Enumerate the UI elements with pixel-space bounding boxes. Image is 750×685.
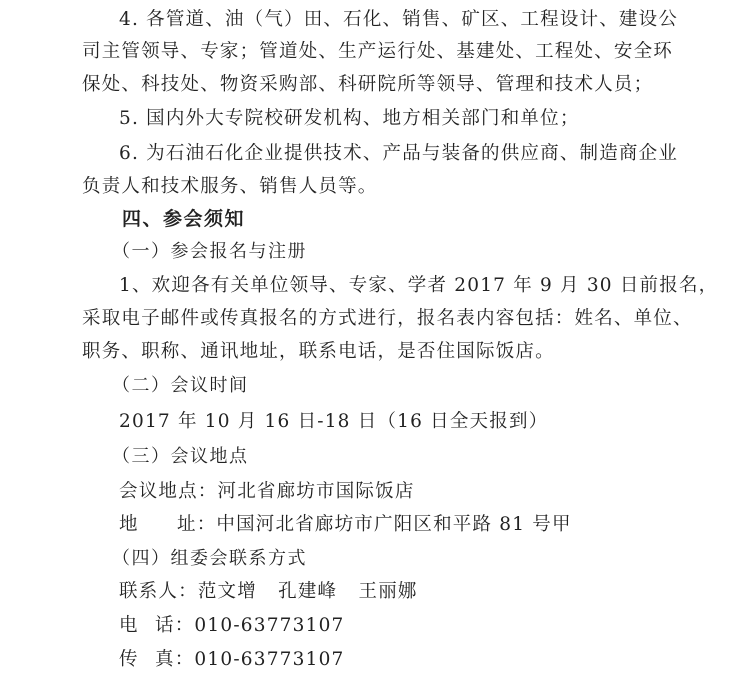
item5-line: 5. 国内外大专院校研发机构、地方相关部门和单位； (119, 108, 580, 129)
location-heading: （三）会议地点 (112, 446, 249, 467)
venue-line (119, 480, 415, 504)
contacts-line (119, 580, 418, 604)
registration-line1: 1、欢迎各有关单位领导、专家、学者 2017 年 9 月 30 日前报名， (119, 275, 719, 296)
fax-line (119, 648, 345, 672)
venue-value: 河北省廊坊市国际饭店 (217, 481, 415, 502)
fax-label-a: 传 (119, 649, 139, 670)
contacts-label: 联系人： (119, 581, 198, 602)
registration-line2: 采取电子邮件或传真报名的方式进行，报名表内容包括：姓名、单位、 (82, 308, 693, 329)
contacts-names: 范文增 孔建峰 王丽娜 (197, 581, 418, 602)
venue-label: 会议地点： (119, 481, 218, 502)
item4-line1: 4. 各管道、油（气）田、石化、销售、矿区、工程设计、建设公 (119, 9, 679, 30)
address-label-a: 地 (119, 514, 139, 535)
phone-label-a: 电 (119, 615, 139, 636)
phone-label-b: 话： (155, 615, 195, 636)
time-text: 2017 年 10 月 16 日-18 日（16 日全天报到） (119, 411, 549, 432)
fax-label-b: 真： (155, 649, 195, 670)
contact-heading: （四）组委会联系方式 (112, 548, 307, 569)
item4-line3: 保处、科技处、物资采购部、科研院所等领导、管理和技术人员； (82, 74, 654, 95)
phone-value: 010-63773107 (194, 615, 345, 636)
time-heading: （二）会议时间 (112, 375, 249, 396)
address-label-b: 址： (177, 514, 217, 535)
registration-heading: （一）参会报名与注册 (112, 241, 307, 262)
address-line (119, 513, 572, 537)
section-title: 四、参会须知 (122, 208, 246, 230)
fax-value: 010-63773107 (194, 649, 345, 670)
item6-line2: 负责人和技术服务、销售人员等。 (82, 176, 378, 197)
item6-line1: 6. 为石油石化企业提供技术、产品与装备的供应商、制造商企业 (119, 143, 679, 164)
phone-line (119, 614, 345, 638)
address-value: 中国河北省廊坊市广阳区和平路 81 号甲 (216, 514, 572, 535)
item4-line2: 司主管领导、专家；管道处、生产运行处、基建处、工程处、安全环 (82, 41, 674, 62)
registration-line3: 职务、职称、通讯地址，联系电话，是否住国际饭店。 (82, 341, 555, 362)
